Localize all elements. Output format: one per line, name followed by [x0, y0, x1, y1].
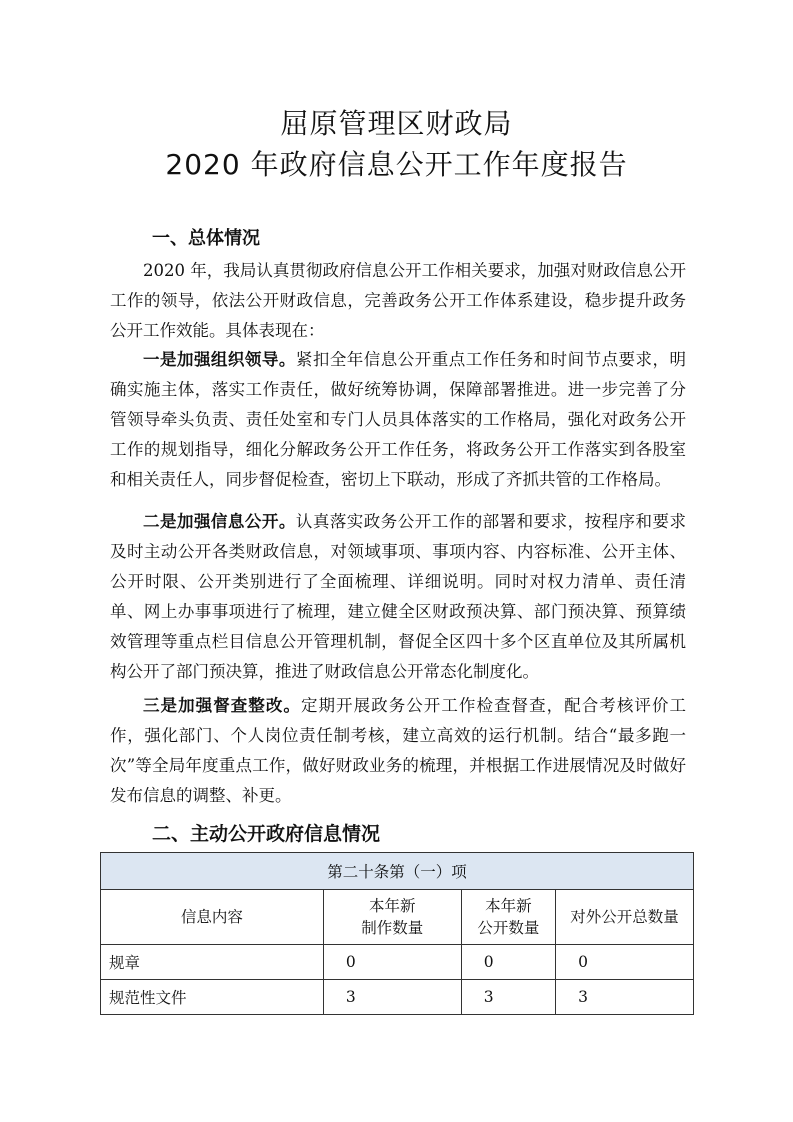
- row-published: 0: [461, 945, 555, 980]
- table-caption: 第二十条第（一）项: [101, 853, 694, 890]
- point-text: 认真落实政务公开工作的部署和要求，按程序和要求及时主动公开各类财政信息，对领域事项、事项内容、内容标准、公开主体、公开时限、公开类别进行了全面梳理、详细说明。同时对权力清单、责任清单、网上办事事项进行了梳理，建立健全区财政预决算、部门预决算、预算绩效管理等重点栏目信息公开管理机制，督促全区四十多个区直单位及其所属机构公开了部门预决算，推进了财政信息公开常态化制度化。: [110, 512, 687, 681]
- disclosure-table: [100, 852, 694, 1015]
- row-published: 3: [461, 980, 555, 1015]
- header-new-made-line2: 制作数量: [361, 919, 424, 937]
- row-made: 3: [323, 980, 461, 1015]
- header-new-made-line1: 本年新: [369, 897, 416, 915]
- point-text: 紧扣全年信息公开重点工作任务和时间节点要求，明确实施主体，落实工作责任，做好统筹协调，保障部署推进。进一步完善了分管领导牵头负责、责任处室和专门人员具体落实的工作格局，强化对政务公开工作的规划指导，细化分解政务公开工作任务，将政务公开工作落实到各股室和相关责任人，同步督促检查，密切上下联动，形成了齐抓共管的工作格局。: [110, 350, 687, 489]
- header-total: 对外公开总数量: [556, 890, 694, 945]
- document-title-line1: 屈原管理区财政局: [280, 107, 513, 140]
- point-paragraph-disclosure: [110, 507, 686, 687]
- row-label: 规范性文件: [101, 980, 324, 1015]
- header-content: 信息内容: [101, 890, 324, 945]
- table-caption-row: [101, 853, 694, 890]
- point-lead: 三是加强督查整改。: [143, 696, 301, 715]
- header-new-public-line2: 公开数量: [477, 919, 540, 937]
- section-heading-active-disclosure: 二、主动公开政府信息情况: [152, 823, 381, 845]
- point-paragraph-leadership: [110, 345, 686, 495]
- table-row: [101, 945, 694, 980]
- point-paragraph-supervision: [110, 691, 686, 811]
- section-heading-overview: 一、总体情况: [152, 228, 260, 249]
- document-title-line2: 2020 年政府信息公开工作年度报告: [165, 148, 628, 181]
- row-made: 0: [323, 945, 461, 980]
- point-lead: 一是加强组织领导。: [143, 350, 296, 369]
- table-row: [101, 980, 694, 1015]
- point-text: 定期开展政务公开工作检查督查，配合考核评价工作，强化部门、个人岗位责任制考核，建立高效的运行机制。结合“最多跑一次”等全局年度重点工作，做好财政业务的梳理，并根据工作进展情况及时做好发布信息的调整、补更。: [110, 696, 687, 805]
- point-lead: 二是加强信息公开。: [143, 512, 296, 531]
- overview-intro-paragraph: 2020 年，我局认真贯彻政府信息公开工作相关要求，加强对财政信息公开工作的领导，依法公开财政信息，完善政务公开工作体系建设，稳步提升政务公开工作效能。具体表现在：: [110, 261, 686, 340]
- header-new-public-line1: 本年新: [485, 897, 532, 915]
- row-label: 规章: [101, 945, 324, 980]
- row-total: 0: [556, 945, 694, 980]
- header-new-made: [323, 890, 461, 945]
- row-total: 3: [556, 980, 694, 1015]
- table-header-row: [101, 890, 694, 945]
- header-new-public: [461, 890, 555, 945]
